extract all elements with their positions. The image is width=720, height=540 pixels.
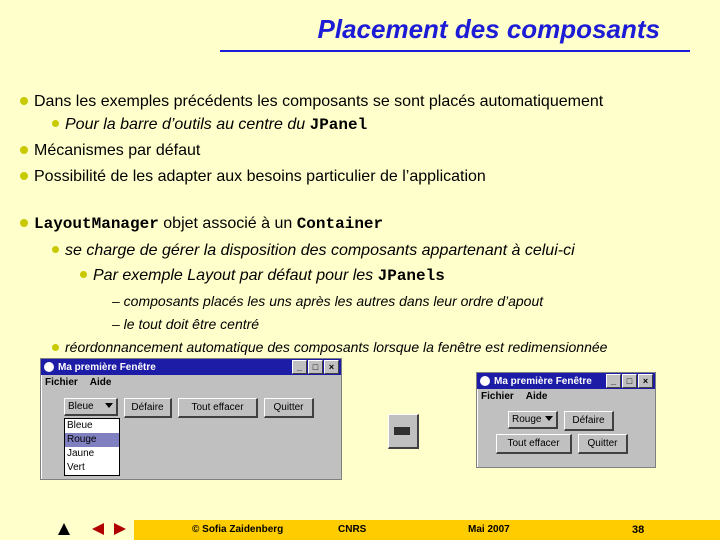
color-dropdown [64,418,120,476]
previous-icon[interactable] [92,523,104,535]
color-combo[interactable] [64,398,118,416]
footer-date: Mai 2007 [468,524,510,535]
window-1-title: Ma première Fenêtre [58,361,156,373]
minimize-icon[interactable]: _ [606,374,621,388]
bullet-icon [20,172,28,180]
bullet-2 [20,141,200,161]
menu-fichier[interactable]: Fichier [45,377,78,388]
clear-all-button[interactable]: Tout effacer [178,398,258,418]
dropdown-item-rouge[interactable]: Rouge [65,433,119,447]
combo-value: Bleue [68,401,94,412]
bullet-2-text: Mécanismes par défaut [34,142,201,159]
java-icon [480,376,490,386]
maximize-icon[interactable]: □ [622,374,637,388]
bullet-4-sub [52,241,575,261]
bullet-5-text: réordonnancement automatique des composants lorsque la fenêtre est redimensionnée [65,339,608,355]
menu-aide[interactable]: Aide [525,391,548,402]
java-icon [44,362,54,372]
dash-2: – le tout doit être centré [112,316,260,332]
bullet-icon [20,146,28,154]
bullet-5 [52,337,607,357]
bullet-3-text: Possibilité de les adapter aux besoins particulier de l’application [34,168,486,185]
undo-button[interactable]: Défaire [124,398,172,418]
footer-page: 38 [632,524,645,536]
chevron-down-icon [545,416,553,421]
home-icon[interactable] [58,523,70,535]
footer-author: © Sofia Zaidenberg [192,524,284,535]
bullet-4-sub2-text: Par exemple Layout par défaut pour les [93,267,378,284]
bullet-1-sub-text: Pour la barre d’outils au centre du [65,116,310,133]
undo-button-2[interactable]: Défaire [564,411,614,431]
dash-1: – composants placés les uns après les autres dans leur ordre d’apout [112,293,544,309]
next-icon[interactable] [114,523,126,535]
bullet-4-text: objet associé à un [158,215,297,232]
minimize-icon[interactable]: _ [292,360,307,374]
dropdown-item-jaune[interactable]: Jaune [67,448,95,459]
window-2-title: Ma première Fenêtre [494,375,592,387]
bullet-icon [52,246,59,253]
mini-window [388,414,419,449]
bullet-icon [20,97,28,105]
bullet-1-text: Dans les exemples précédents les composants se sont placés automatiquement [34,93,604,110]
footer-org: CNRS [338,524,367,535]
quit-button[interactable]: Quitter [264,398,314,418]
window-1-titlebar[interactable] [41,359,341,375]
close-icon[interactable]: × [324,360,339,374]
menu-fichier[interactable]: Fichier [481,391,514,402]
bullet-4-sub-text: se charge de gérer la disposition des composants appartenant à celui-ci [65,242,575,259]
window-2-titlebar[interactable] [477,373,655,389]
dropdown-item-vert[interactable]: Vert [67,462,85,473]
chevron-down-icon [105,403,113,408]
code-jpanels: JPanels [377,267,445,285]
menu-aide[interactable]: Aide [89,377,112,388]
close-icon[interactable]: × [638,374,653,388]
code-container: Container [296,215,384,233]
bullet-3 [20,167,486,187]
bullet-4-sub2 [80,266,445,286]
bullet-icon [52,120,59,127]
bullet-1 [20,92,603,112]
bullet-icon [52,344,59,351]
quit-button-2[interactable]: Quitter [578,434,628,454]
maximize-icon[interactable]: □ [308,360,323,374]
bullet-1-sub [52,115,367,135]
bullet-icon [80,271,87,278]
mini-combo [394,427,410,435]
clear-all-button-2[interactable]: Tout effacer [496,434,572,454]
color-combo-2[interactable] [508,411,558,429]
dropdown-item-bleue[interactable]: Bleue [67,420,93,431]
slide-title: Placement des composants [317,14,660,44]
bullet-4 [20,214,383,234]
code-jpanel: JPanel [309,116,368,134]
title-rule [220,50,690,52]
bullet-icon [20,219,28,227]
code-layoutmanager: LayoutManager [34,215,159,233]
combo-value: Rouge [512,414,542,425]
